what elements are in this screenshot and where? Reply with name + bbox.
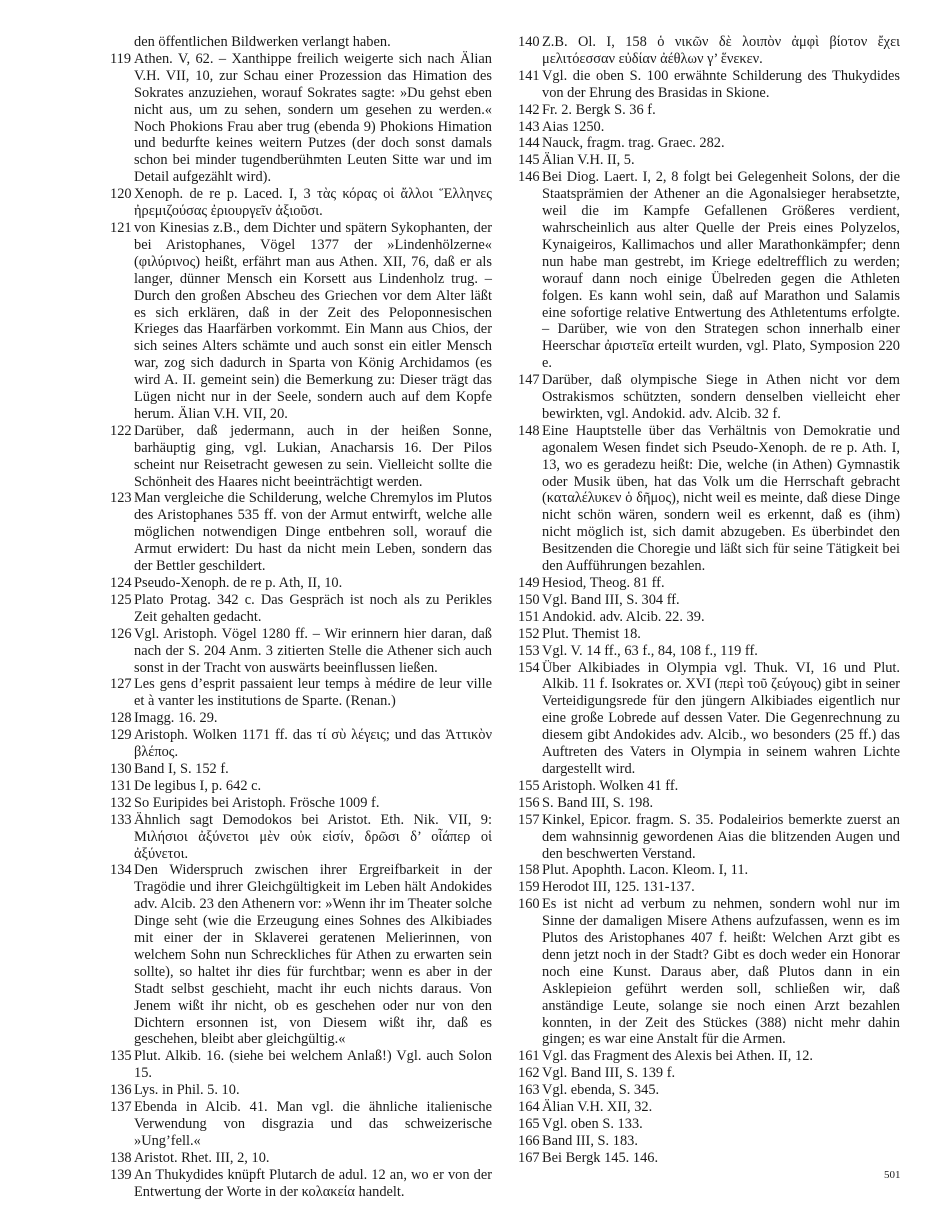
footnote-text: Hesiod, Theog. 81 ff.	[542, 575, 665, 591]
footnote-number: 132	[110, 794, 132, 811]
footnote	[518, 1099, 900, 1116]
right-column	[518, 34, 900, 1167]
footnote-text: Den Widerspruch zwischen ihrer Ergreifbarkeit in der Tragödie und ihrer Gleichgültigkeit im Leben hält Andokides adv. Alcib. 23 den Athenern vor: »Wenn ihr im Theater solche Dinge seht (wie die Erzeugung eines Sohnes des Alkibiades mit einer der in Sklaverei geratenen Melierinnen, von welchem Sohn nun Schreckliches für Athen zu erwarten sein sollte), so haltet ihr dies für furchtbar; wenn es aber in der Stadt selbst geschieht, macht ihr euch nichts daraus. Von Jenem wißt ihr nicht, ob es geschehen oder nur von den Dichtern ersonnen ist, von Diesem wißt ihr, daß es geschehen, bleibt aber gleichgültig.«	[134, 862, 492, 1048]
footnote	[110, 592, 492, 626]
footnote-number: 166	[518, 1132, 540, 1149]
footnote-text: Älian V.H. II, 5.	[542, 152, 635, 169]
footnote-number: 121	[110, 219, 132, 236]
footnote-number: 120	[110, 186, 132, 203]
footnote	[518, 1048, 900, 1065]
footnote-text: Ebenda in Alcib. 41. Man vgl. die ähnliche italienische Verwendung von disgrazia und das schweizerische »Ung’fell.«	[134, 1099, 492, 1149]
footnote-number: 148	[518, 422, 540, 439]
footnote	[518, 896, 900, 1048]
footnote-number: 161	[518, 1048, 540, 1065]
footnote-text: Eine Hauptstelle über das Verhältnis von Demokratie und agonalem Wesen findet sich Pseudo-Xenoph. de re p. Ath. I, 13, wo es geradezu heißt: Die, welche (in Athen) Gymnastik oder Musik üben, hat das Volk um die Herrschaft gebracht (καταλέλυκεν ὁ δῆμος), nicht weil es meinte, daß diese Dinge nicht schön wären, sondern weil es erkennt, daß es (ihm) nicht möglich ist, sich damit abzugeben. Es überbindet den Besitzenden die Choregie und läßt sich für seine Tätigkeit bei den Aufführungen bezahlen.	[542, 422, 900, 575]
footnote	[110, 862, 492, 1048]
footnote-number: 150	[518, 591, 540, 608]
footnote-text: Älian V.H. XII, 32.	[542, 1099, 653, 1116]
footnote-number: 125	[110, 591, 132, 608]
footnote	[518, 626, 900, 643]
footnote-number: 135	[110, 1048, 132, 1065]
footnote-text: Lys. in Phil. 5. 10.	[134, 1082, 240, 1099]
footnote	[518, 1065, 900, 1082]
footnote-text: Ähnlich sagt Demodokos bei Aristot. Eth. Nik. VII, 9: Μιλήσιοι ἀξύνετοι μὲν οὐκ εἰσίν, δρῶσι δ’ οἷάπερ οἱ ἀξύνετοι.	[134, 811, 492, 862]
footnote-number: 134	[110, 862, 132, 879]
footnote-text: Xenoph. de re p. Laced. I, 3 τὰς κόρας οἱ ἄλλοι Ἕλληνες ἠρεμιζούσας ἐριουργεῖν ἀξιοῦσι.	[134, 186, 492, 220]
footnote	[518, 643, 900, 660]
footnote-number: 137	[110, 1099, 132, 1116]
footnote-text: Vgl. Band III, S. 139 f.	[542, 1065, 676, 1082]
footnote	[518, 34, 900, 68]
footnote	[518, 423, 900, 575]
footnote-text: De legibus I, p. 642 c.	[134, 777, 262, 794]
footnote-number: 122	[110, 422, 132, 439]
footnote-number: 128	[110, 710, 132, 727]
footnote-text: Über Alkibiades in Olympia vgl. Thuk. VI, 16 und Plut. Alkib. 11 f. Isokrates or. XVI (περὶ τοῦ ζεύγους) gibt in seiner Verteidigungsrede für den jüngern Alkibiades eigentlich nur eine große Lobrede auf dessen Vater. Die Gegenrechnung zu diesem gibt Andokides adv. Alcib., wo besonders (25 ff.) das Auftreten des Vaters in Olympia in seinem wahren Lichte dargestellt wird.	[542, 659, 901, 777]
footnote-number: 126	[110, 625, 132, 642]
footnote-number: 144	[518, 135, 540, 152]
footnote-text: Vgl. das Fragment des Alexis bei Athen. II, 12.	[542, 1048, 813, 1065]
footnote-text: Darüber, daß jedermann, auch in der heißen Sonne, barhäuptig ging, vgl. Lukian, Anacharsis 16. Der Pilos scheint nur Reisetracht gewesen zu sein. Vielleicht sollte die Schönheit des Haares nicht beeinträchtigt werden.	[134, 422, 492, 490]
footnote-text: S. Band III, S. 198.	[542, 794, 654, 811]
footnote-number: 139	[110, 1166, 132, 1183]
footnote-number: 164	[518, 1099, 540, 1116]
footnote-number: 155	[518, 777, 540, 794]
page-number: 501	[884, 1169, 901, 1181]
footnote-number: 159	[518, 879, 540, 896]
footnote-text: Plato Protag. 342 c. Das Gespräch ist noch als zu Perikles Zeit gehalten gedacht.	[134, 591, 492, 625]
footnote	[110, 1082, 492, 1099]
footnote	[518, 879, 900, 896]
footnote	[518, 102, 900, 119]
footnote-number: 138	[110, 1149, 132, 1166]
footnote-text: Vgl. Aristoph. Vögel 1280 ff. – Wir erinnern hier daran, daß nach der S. 204 Anm. 3 zitierten Stelle die Athener sich auch sonst in der Tracht von auswärts beeinflussen ließen.	[134, 625, 492, 676]
footnote	[110, 812, 492, 863]
footnote	[110, 34, 492, 51]
footnote-number: 146	[518, 169, 540, 186]
footnote-text: Aristoph. Wolken 41 ff.	[542, 777, 679, 794]
footnote-text: Es ist nicht ad verbum zu nehmen, sondern wohl nur im Sinne der damaligen Misere Athens aufzufassen, wenn es im Plutos des Aristophanes 407 f. heißt: Welchen Arzt gibt es denn jetzt noch in der Stadt? Gibt es doch weder ein Honorar noch eine Kunst. Daraus aber, daß Plutos dann in ein Asklepieion geführt werden soll, schließen wir, daß anständige Leute, solange sie noch einen Arzt bezahlen konnten, in der Zeit des Stückes (388) nicht mehr dahin gingen; es war eine Anstalt für die Armen.	[542, 896, 900, 1048]
footnote-number: 127	[110, 676, 132, 693]
footnote	[518, 372, 900, 423]
footnote-text: Man vergleiche die Schilderung, welche Chremylos im Plutos des Aristophanes 535 ff. von der Armut entwirft, welche alle möglichen notwendigen Dinge entbehren soll, worauf die Armut erwidert: Du hast da nicht mein Leben, sondern das der Bettler geschildert.	[134, 490, 492, 575]
footnote-text: Aias 1250.	[542, 118, 605, 135]
footnote-text: Les gens d’esprit passaient leur temps à médire de leur ville et à vanter les institutions de Sparte. (Renan.)	[134, 676, 492, 710]
footnote-number: 154	[518, 659, 540, 676]
footnote	[110, 490, 492, 575]
footnote-text: Bei Diog. Laert. I, 2, 8 folgt bei Gelegenheit Solons, der die Staatsprämien der Athener an die Agonalsieger herabsetzte, weil die im Kampfe Gefallenen Größeres verdient, wahrscheinlich aus alter Quelle der Preis eines Polyzelos, Kynaigeiros, Kallimachos und aller Marathonkämpfer; denn nun habe man gestrebt, im Kriege edeltrefflich zu werden; worauf dann noch einige Übelreden gegen die Athleten folgen. Es kann wohl sein, daß auf Marathon und Salamis eine sofortige relative Entwertung des Athletentums erfolgte. – Darüber, wie von den Strategen schon innerhalb einer Heerschar ἀριστεῖα erteilt wurden, vgl. Plato, Symposion 220 e.	[542, 169, 900, 372]
footnote-number: 147	[518, 372, 540, 389]
footnote	[518, 135, 900, 152]
footnote	[110, 1048, 492, 1082]
footnote	[518, 575, 900, 592]
footnote	[518, 778, 900, 795]
footnote	[110, 51, 492, 186]
footnote-number: 129	[110, 727, 132, 744]
footnote-text: Vgl. Band III, S. 304 ff.	[542, 591, 680, 608]
footnote-number: 153	[518, 642, 540, 659]
footnote	[518, 812, 900, 863]
footnote-text: Band I, S. 152 f.	[134, 760, 229, 777]
footnote-number: 119	[110, 50, 132, 67]
footnote-number: 143	[518, 118, 540, 135]
footnote-text: Vgl. V. 14 ff., 63 f., 84, 108 f., 119 ff.	[542, 642, 758, 659]
footnote-number: 149	[518, 575, 540, 591]
footnote-number: 131	[110, 777, 132, 794]
footnote	[110, 676, 492, 710]
footnote-text: Plut. Alkib. 16. (siehe bei welchem Anlaß!) Vgl. auch Solon 15.	[134, 1048, 492, 1082]
footnote	[518, 1082, 900, 1099]
footnote	[110, 220, 492, 423]
footnote-text: Band III, S. 183.	[542, 1132, 638, 1149]
footnote-text: Aristoph. Wolken 1171 ff. das τί σὺ λέγεις; und das Ἀττικὸν βλέπος.	[134, 727, 492, 761]
footnote-number: 123	[110, 490, 132, 507]
footnote	[518, 660, 900, 778]
footnote-text: Darüber, daß olympische Siege in Athen nicht vor dem Ostrakismos schützten, sondern denselben vielleicht eher bewirkten, vgl. Andokid. adv. Alcib. 32 f.	[542, 372, 900, 422]
footnote-number: 157	[518, 811, 540, 828]
footnote	[110, 710, 492, 727]
footnote	[110, 423, 492, 491]
footnote	[518, 1150, 900, 1167]
footnote-number: 160	[518, 896, 540, 913]
footnote	[518, 1116, 900, 1133]
footnote-number: 124	[110, 575, 132, 591]
footnote-number: 130	[110, 760, 132, 777]
footnote-text: den öffentlichen Bildwerken verlangt haben.	[134, 34, 391, 50]
footnote	[518, 169, 900, 372]
footnote	[110, 575, 492, 592]
footnote-number: 142	[518, 101, 540, 118]
footnote	[518, 862, 900, 879]
footnote	[110, 1167, 492, 1201]
footnote	[110, 186, 492, 220]
footnote-text: Andokid. adv. Alcib. 22. 39.	[542, 608, 705, 625]
footnote	[110, 1150, 492, 1167]
footnote-number: 136	[110, 1082, 132, 1099]
footnote	[518, 1133, 900, 1150]
left-column	[110, 34, 492, 1201]
footnote	[110, 1099, 492, 1150]
footnote-number: 162	[518, 1065, 540, 1082]
footnote-number: 151	[518, 608, 540, 625]
footnote-text: Fr. 2. Bergk S. 36 f.	[542, 101, 656, 118]
footnote-text: Bei Bergk 145. 146.	[542, 1149, 659, 1166]
footnote-text: Vgl. die oben S. 100 erwähnte Schilderung des Thukydides von der Ehrung des Brasidas in Skione.	[542, 67, 900, 101]
footnote-number: 152	[518, 625, 540, 642]
footnote-text: Imagg. 16. 29.	[134, 710, 218, 727]
footnote-text: Athen. V, 62. – Xanthippe freilich weigerte sich nach Älian V.H. VII, 10, zur Schau einer Prozession das Himation des Sokrates anzuziehen, worauf Sokrates sagte: »Du gehst eben nicht aus, um zu sehen, sondern um gesehen zu werden.« Noch Phokions Frau aber trug (ebenda 9) Phokions Himation und bedurfte keines weitern Putzes (der doch sonst damals schon bei minder tugendberühmten Leuten Sitte war und im Detail aufgezählt wird).	[134, 50, 492, 186]
footnote	[518, 592, 900, 609]
footnote	[518, 119, 900, 136]
footnote-text: Pseudo-Xenoph. de re p. Ath, II, 10.	[134, 575, 343, 591]
footnote-number: 156	[518, 794, 540, 811]
footnote-text: von Kinesias z.B., dem Dichter und spätern Sykophanten, der bei Aristophanes, Vögel 1377 der »Lindenhölzerne« (φιλύρινος) heißt, erfährt man aus Athen. XII, 76, daß er als langer, dünner Mensch ein Korsett aus Lindenholz trug. – Durch den großen Abscheu des Griechen vor dem Alter läßt es sich erklären, daß in der Zeit des Peloponnesischen Krieges das Haarfärben vorkommt. Ein Mann aus Chios, der sich seines Alters schämte und auch sonst ein eitler Mensch war, zog sich dadurch in Sparta von König Archidamos (es wird A. II. gemeint sein) die Bemerkung zu: Dieser trägt das Lügen nicht nur in der Seele, sondern auch auf dem Kopfe herum. Älian V.H. VII, 20.	[134, 219, 492, 422]
footnote-text: Vgl. oben S. 133.	[542, 1116, 643, 1132]
footnote-number: 163	[518, 1082, 540, 1099]
footnote-text: Aristot. Rhet. III, 2, 10.	[134, 1149, 270, 1166]
footnote-text: Herodot III, 125. 131-137.	[542, 879, 695, 896]
footnote	[518, 609, 900, 626]
footnote-number: 141	[518, 67, 540, 84]
footnote-text: So Euripides bei Aristoph. Frösche 1009 f.	[134, 794, 380, 811]
footnote-number: 140	[518, 34, 540, 50]
footnote-number: 165	[518, 1116, 540, 1132]
footnote-number: 133	[110, 811, 132, 828]
footnote	[110, 626, 492, 677]
footnote-text: Plut. Apophth. Lacon. Kleom. I, 11.	[542, 862, 749, 879]
footnote-text: An Thukydides knüpft Plutarch de adul. 12 an, wo er von der Entwertung der Worte in der κολακεία handelt.	[134, 1166, 492, 1200]
footnote-text: Kinkel, Epicor. fragm. S. 35. Podaleirios bemerkte zuerst an dem wahnsinnig gewordenen Aias die blitzenden Augen und den beschwerten Verstand.	[542, 811, 900, 862]
footnote	[110, 795, 492, 812]
footnote	[110, 761, 492, 778]
footnote	[518, 68, 900, 102]
footnote-text: Vgl. ebenda, S. 345.	[542, 1082, 660, 1099]
footnote-text: Nauck, fragm. trag. Graec. 282.	[542, 135, 725, 152]
footnote-number: 167	[518, 1149, 540, 1166]
footnote-number: 145	[518, 152, 540, 169]
footnote-text: Z.B. Ol. I, 158 ὁ νικῶν δὲ λοιπὸν ἀμφὶ βίοτον ἔχει μελιτόεσσαν εὐδίαν ἀέθλων γ’ ἕνεκεν.	[542, 34, 900, 67]
footnote	[110, 778, 492, 795]
footnote	[518, 795, 900, 812]
footnote-text: Plut. Themist 18.	[542, 625, 641, 642]
footnote	[518, 152, 900, 169]
footnote-number: 158	[518, 862, 540, 879]
footnote	[110, 727, 492, 761]
